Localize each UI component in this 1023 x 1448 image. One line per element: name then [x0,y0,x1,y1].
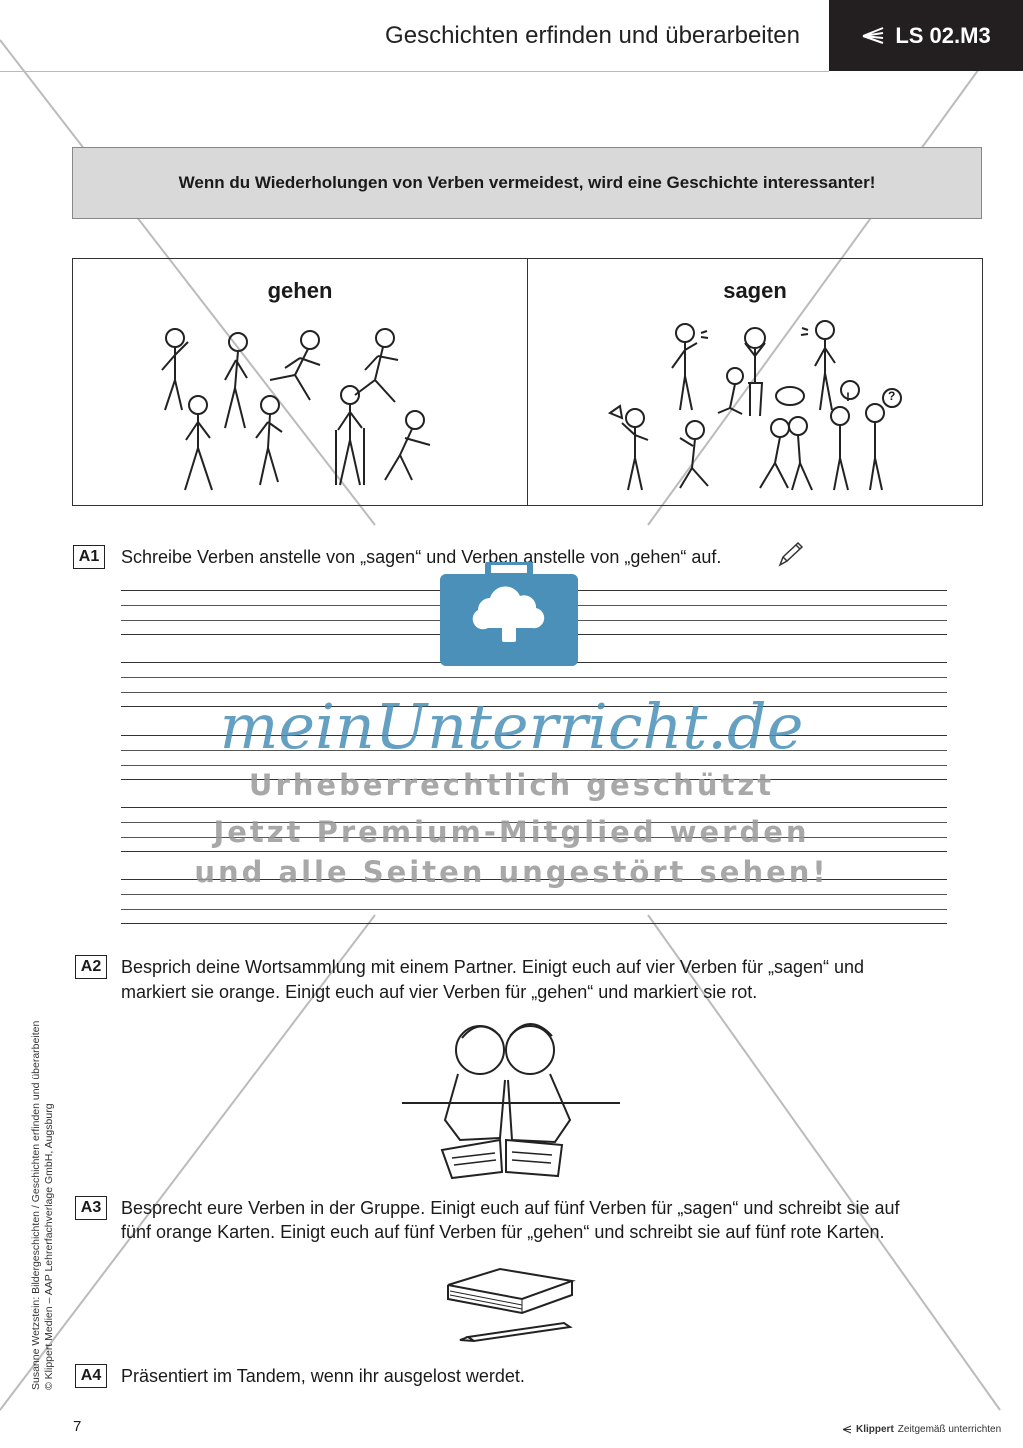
gehen-title: gehen [267,278,333,303]
hint-text: Wenn du Wiederholungen von Verben vermeidest, wird eine Geschichte interessanter! [178,173,876,192]
task-a3-line-2: fünf orange Karten. Einigt euch auf fünf Verben für „gehen“ und schreibt sie auf fünf rote Karten. [121,1222,885,1242]
task-a2-line-1: Besprich deine Wortsammlung mit einem Partner. Einigt euch auf vier Verben für „sagen“ und [121,957,865,977]
watermark-line-1: Urheberrechtlich geschützt [248,768,775,802]
footer-brand [842,1424,1001,1435]
page-number: 7 [73,1418,82,1435]
watermark-line-2: Jetzt Premium-Mitglied werden [213,815,810,849]
sagen-title: sagen [723,278,787,303]
klippert-footer-logo-icon [842,1425,852,1434]
lesson-code-badge [829,0,1023,71]
copyright-sidebar [30,1021,56,1390]
page-header-title: Geschichten erfinden und überarbeiten [385,22,800,49]
task-a3-line-1: Besprecht eure Verben in der Gruppe. Einigt euch auf fünf Verben für „sagen“ und schreibt sie auf [121,1198,900,1218]
task-a3-label: A3 [75,1196,107,1220]
klippert-logo-icon [861,26,885,46]
footer-brand-name: Klippert [856,1424,894,1435]
header-rule [0,71,829,72]
walking-children-illustration [150,320,450,500]
task-a2-label: A2 [75,955,107,979]
task-a1-text: Schreibe Verben anstelle von „sagen“ und Verben anstelle von „gehen“ auf. [121,547,722,567]
talking-children-illustration [600,318,910,498]
watermark-brand: meinUnterricht.de [219,690,804,763]
task-a2-line-2: markiert sie orange. Einigt euch auf vier Verben für „gehen“ und markiert sie rot. [121,982,758,1002]
task-a4-text: Präsentiert im Tandem, wenn ihr ausgelost werdet. [121,1366,525,1386]
task-a1-label: A1 [73,545,105,569]
task-a4-label: A4 [75,1364,107,1388]
copyright-line-1: Susanne Wetzstein: Bildergeschichten / Geschichten erfinden und überarbeiten [30,1020,42,1390]
lesson-code: LS 02.M3 [895,22,991,48]
hint-box [72,147,982,219]
pencil-icon [775,540,805,570]
watermark-line-3: und alle Seiten ungestört sehen! [194,855,829,889]
question-bubble-text: ? [888,389,896,403]
exclamation-bubble-text: ! [846,390,850,404]
briefcase-cloud-icon [440,562,578,666]
copyright-line-2: © Klippert Medien – AAP Lehrerfachverlage GmbH, Augsburg [43,1103,55,1390]
partners-reading-illustration [400,1010,625,1185]
picture-divider [527,258,528,506]
cards-and-pencil-illustration [440,1265,580,1345]
footer-tagline: Zeitgemäß unterrichten [897,1424,1002,1435]
